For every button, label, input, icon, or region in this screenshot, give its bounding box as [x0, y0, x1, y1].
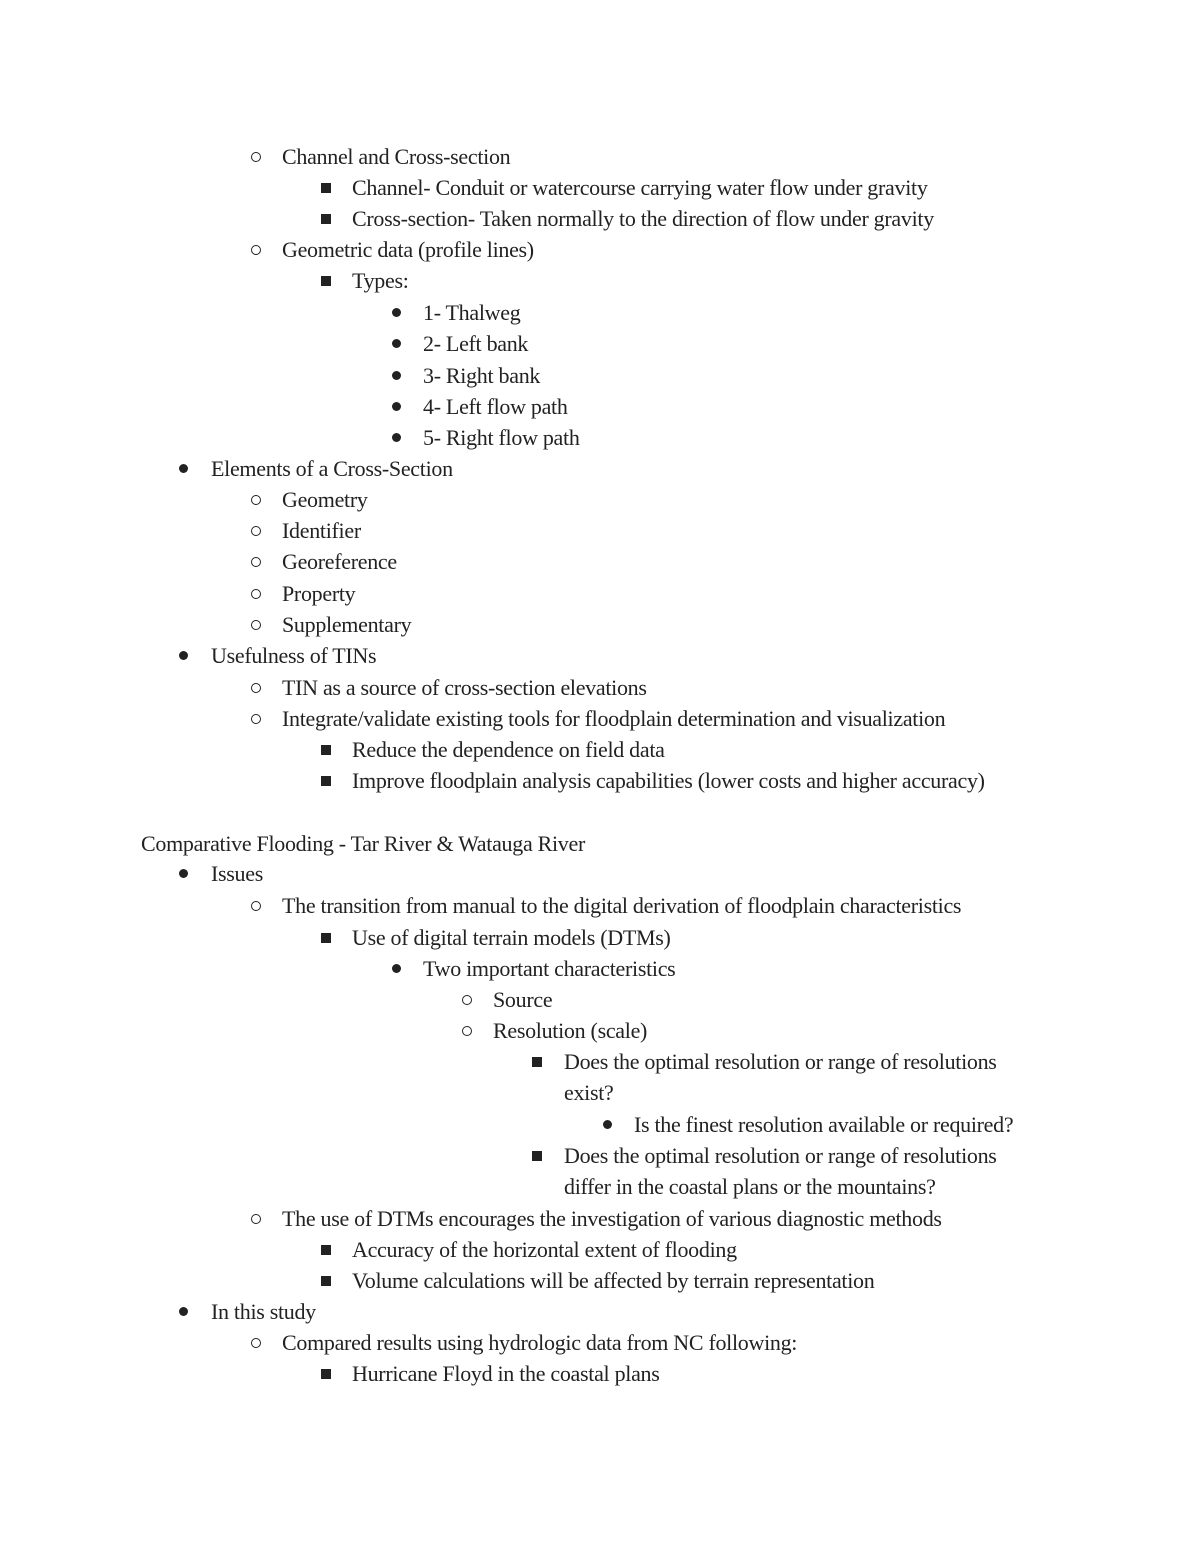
circle-bullet-icon — [251, 683, 261, 693]
disc-bullet-icon — [392, 308, 401, 317]
square-bullet-icon — [321, 214, 331, 224]
circle-bullet-icon — [251, 152, 261, 162]
disc-bullet-icon — [179, 869, 188, 878]
disc-bullet-icon — [179, 464, 188, 473]
circle-bullet-icon — [251, 245, 261, 255]
circle-bullet-icon — [251, 714, 261, 724]
square-bullet-icon — [321, 1276, 331, 1286]
square-bullet-icon — [321, 183, 331, 193]
square-bullet-icon — [321, 276, 331, 286]
circle-bullet-icon — [251, 526, 261, 536]
disc-bullet-icon — [392, 433, 401, 442]
disc-bullet-icon — [392, 339, 401, 348]
circle-bullet-icon — [251, 1338, 261, 1348]
square-bullet-icon — [532, 1057, 542, 1067]
circle-bullet-icon — [251, 620, 261, 630]
circle-bullet-icon — [462, 995, 472, 1005]
circle-bullet-icon — [251, 589, 261, 599]
circle-bullet-icon — [462, 1026, 472, 1036]
square-bullet-icon — [321, 1245, 331, 1255]
disc-bullet-icon — [392, 402, 401, 411]
square-bullet-icon — [321, 933, 331, 943]
disc-bullet-icon — [392, 964, 401, 973]
circle-bullet-icon — [251, 557, 261, 567]
disc-bullet-icon — [392, 371, 401, 380]
square-bullet-icon — [321, 1369, 331, 1379]
section-heading: Comparative Flooding - Tar River & Watauga River — [141, 831, 585, 856]
document-page: Channel and Cross-section Channel- Conduit or watercourse carrying water flow under gravity Cross-section- Taken normally to the direction of flow under gravity Geometric data (profile lines) Types: 1- Thalweg 2- Left bank 3- Right bank 4- Left flow path 5- Right flow path Elements of a Cross-Section Geometry Identifier Georeference Property Supplementary Usefulness of TINs TIN as a source of cross-section elevations Integrate/validate existing tools for floodplain determination and visualization Reduce the dependence on field data Improve floodplain analysis capabilities (lower costs and higher accuracy) Comparative Flooding - Tar River & Watauga River Issues The transition from manual to the digital derivation of floodplain characteristics Use of digital terrain models (DTMs) Two important characteristics Source Resolution (scale) Does the optimal resolution or range of resolutions exist? Is the finest resolution available or required? Does the optimal resolution or range of resolutions differ in the coastal plans or the mountains? The use of DTMs encourages the investigation of various diagnostic methods Accuracy of the horizontal extent of flooding Volume calculations will be affected by terrain representation In this study Compared results using hydrologic data from NC following: Hurricane Floyd in the coastal plans — [141, 144, 1014, 1386]
circle-bullet-icon — [251, 901, 261, 911]
disc-bullet-icon — [603, 1120, 612, 1129]
disc-bullet-icon — [179, 1307, 188, 1316]
circle-bullet-icon — [251, 495, 261, 505]
disc-bullet-icon — [179, 651, 188, 660]
square-bullet-icon — [532, 1151, 542, 1161]
square-bullet-icon — [321, 776, 331, 786]
circle-bullet-icon — [251, 1214, 261, 1224]
square-bullet-icon — [321, 745, 331, 755]
